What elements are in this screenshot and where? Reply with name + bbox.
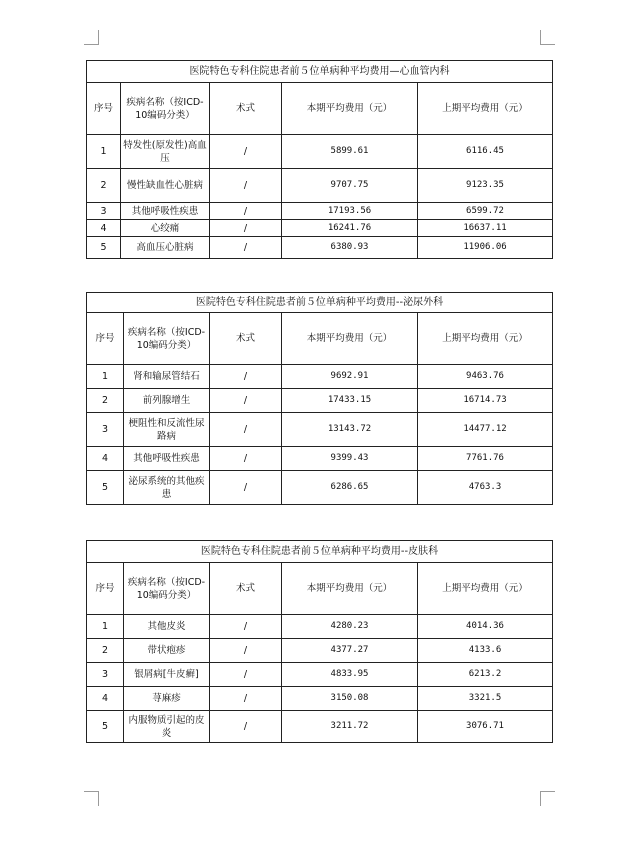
row-previous-cost: 3076.71: [418, 711, 553, 743]
header-previous-cost: 上期平均费用（元）: [418, 83, 553, 135]
table-row: [87, 711, 553, 743]
row-procedure: /: [210, 237, 282, 259]
header-index: 序号: [87, 83, 121, 135]
row-previous-cost: 14477.12: [418, 413, 553, 447]
table-row: [87, 663, 553, 687]
row-current-cost: 6380.93: [282, 237, 418, 259]
row-procedure: /: [210, 447, 282, 471]
row-procedure: /: [210, 615, 282, 639]
row-index: 5: [87, 471, 124, 505]
row-index: 5: [87, 237, 121, 259]
row-disease-name: 其他皮炎: [124, 615, 210, 639]
row-index: 3: [87, 413, 124, 447]
row-current-cost: 13143.72: [282, 413, 418, 447]
row-previous-cost: 4133.6: [418, 639, 553, 663]
header-procedure: 术式: [210, 83, 282, 135]
table-row: [87, 687, 553, 711]
table-row: [87, 615, 553, 639]
row-procedure: /: [210, 711, 282, 743]
header-current-cost: 本期平均费用（元）: [282, 563, 418, 615]
row-current-cost: 17193.56: [282, 203, 418, 220]
row-disease-name: 前列腺增生: [124, 389, 210, 413]
row-index: 2: [87, 639, 124, 663]
table-row: [87, 203, 553, 220]
row-index: 4: [87, 687, 124, 711]
row-disease-name: 肾和输尿管结石: [124, 365, 210, 389]
row-procedure: /: [210, 135, 282, 169]
header-previous-cost: 上期平均费用（元）: [418, 313, 553, 365]
row-disease-name: 泌尿系统的其他疾患: [124, 471, 210, 505]
header-index: 序号: [87, 563, 124, 615]
row-current-cost: 9692.91: [282, 365, 418, 389]
header-disease-name: 疾病名称（按ICD-10编码分类）: [121, 83, 210, 135]
row-previous-cost: 9463.76: [418, 365, 553, 389]
row-previous-cost: 16714.73: [418, 389, 553, 413]
row-disease-name: 高血压心脏病: [121, 237, 210, 259]
row-index: 1: [87, 615, 124, 639]
row-index: 1: [87, 135, 121, 169]
table-title: 医院特色专科住院患者前５位单病种平均费用--泌尿外科: [87, 293, 553, 313]
row-previous-cost: 6213.2: [418, 663, 553, 687]
row-procedure: /: [210, 663, 282, 687]
row-index: 5: [87, 711, 124, 743]
row-disease-name: 慢性缺血性心脏病: [121, 169, 210, 203]
row-index: 3: [87, 663, 124, 687]
row-current-cost: 4377.27: [282, 639, 418, 663]
header-disease-name: 疾病名称（按ICD-10编码分类）: [124, 563, 210, 615]
row-index: 4: [87, 447, 124, 471]
row-procedure: /: [210, 220, 282, 237]
table-row: [87, 365, 553, 389]
row-previous-cost: 4763.3: [418, 471, 553, 505]
row-previous-cost: 6599.72: [418, 203, 553, 220]
crop-mark-bottom-right: [540, 791, 555, 806]
row-current-cost: 9399.43: [282, 447, 418, 471]
row-procedure: /: [210, 203, 282, 220]
header-current-cost: 本期平均费用（元）: [282, 313, 418, 365]
row-previous-cost: 3321.5: [418, 687, 553, 711]
header-procedure: 术式: [210, 313, 282, 365]
row-procedure: /: [210, 687, 282, 711]
header-current-cost: 本期平均费用（元）: [282, 83, 418, 135]
row-disease-name: 带状疱疹: [124, 639, 210, 663]
row-index: 2: [87, 169, 121, 203]
table-row: [87, 169, 553, 203]
crop-mark-top-left: [84, 30, 99, 45]
table-row: [87, 237, 553, 259]
row-procedure: /: [210, 413, 282, 447]
table-row: [87, 135, 553, 169]
row-procedure: /: [210, 169, 282, 203]
header-procedure: 术式: [210, 563, 282, 615]
row-previous-cost: 6116.45: [418, 135, 553, 169]
row-previous-cost: 7761.76: [418, 447, 553, 471]
row-disease-name: 心绞痛: [121, 220, 210, 237]
row-current-cost: 3211.72: [282, 711, 418, 743]
row-current-cost: 6286.65: [282, 471, 418, 505]
crop-mark-top-right: [540, 30, 555, 45]
row-procedure: /: [210, 639, 282, 663]
row-current-cost: 3150.08: [282, 687, 418, 711]
row-current-cost: 5899.61: [282, 135, 418, 169]
row-disease-name: 其他呼吸性疾患: [121, 203, 210, 220]
header-disease-name: 疾病名称（按ICD-10编码分类）: [124, 313, 210, 365]
table-row: [87, 639, 553, 663]
table-row: [87, 389, 553, 413]
row-disease-name: 内服物质引起的皮炎: [124, 711, 210, 743]
urology-cost-table: [86, 292, 553, 505]
row-disease-name: 银屑病[牛皮癣]: [124, 663, 210, 687]
dermatology-cost-table: [86, 540, 553, 743]
row-disease-name: 其他呼吸性疾患: [124, 447, 210, 471]
row-disease-name: 特发性(原发性)高血压: [121, 135, 210, 169]
table-title: 医院特色专科住院患者前５位单病种平均费用—心血管内科: [87, 61, 553, 83]
table-row: [87, 471, 553, 505]
row-previous-cost: 16637.11: [418, 220, 553, 237]
row-current-cost: 9707.75: [282, 169, 418, 203]
row-disease-name: 荨麻疹: [124, 687, 210, 711]
row-previous-cost: 11906.06: [418, 237, 553, 259]
row-index: 2: [87, 389, 124, 413]
row-current-cost: 4833.95: [282, 663, 418, 687]
header-index: 序号: [87, 313, 124, 365]
table-title: 医院特色专科住院患者前５位单病种平均费用--皮肤科: [87, 541, 553, 563]
row-index: 1: [87, 365, 124, 389]
row-current-cost: 4280.23: [282, 615, 418, 639]
row-previous-cost: 4014.36: [418, 615, 553, 639]
table-row: [87, 413, 553, 447]
cardiology-cost-table: [86, 60, 553, 259]
row-previous-cost: 9123.35: [418, 169, 553, 203]
table-row: [87, 447, 553, 471]
header-previous-cost: 上期平均费用（元）: [418, 563, 553, 615]
row-procedure: /: [210, 389, 282, 413]
row-current-cost: 17433.15: [282, 389, 418, 413]
row-procedure: /: [210, 471, 282, 505]
row-index: 3: [87, 203, 121, 220]
row-current-cost: 16241.76: [282, 220, 418, 237]
table-row: [87, 220, 553, 237]
crop-mark-bottom-left: [84, 791, 99, 806]
row-index: 4: [87, 220, 121, 237]
row-procedure: /: [210, 365, 282, 389]
row-disease-name: 梗阻性和反流性尿路病: [124, 413, 210, 447]
